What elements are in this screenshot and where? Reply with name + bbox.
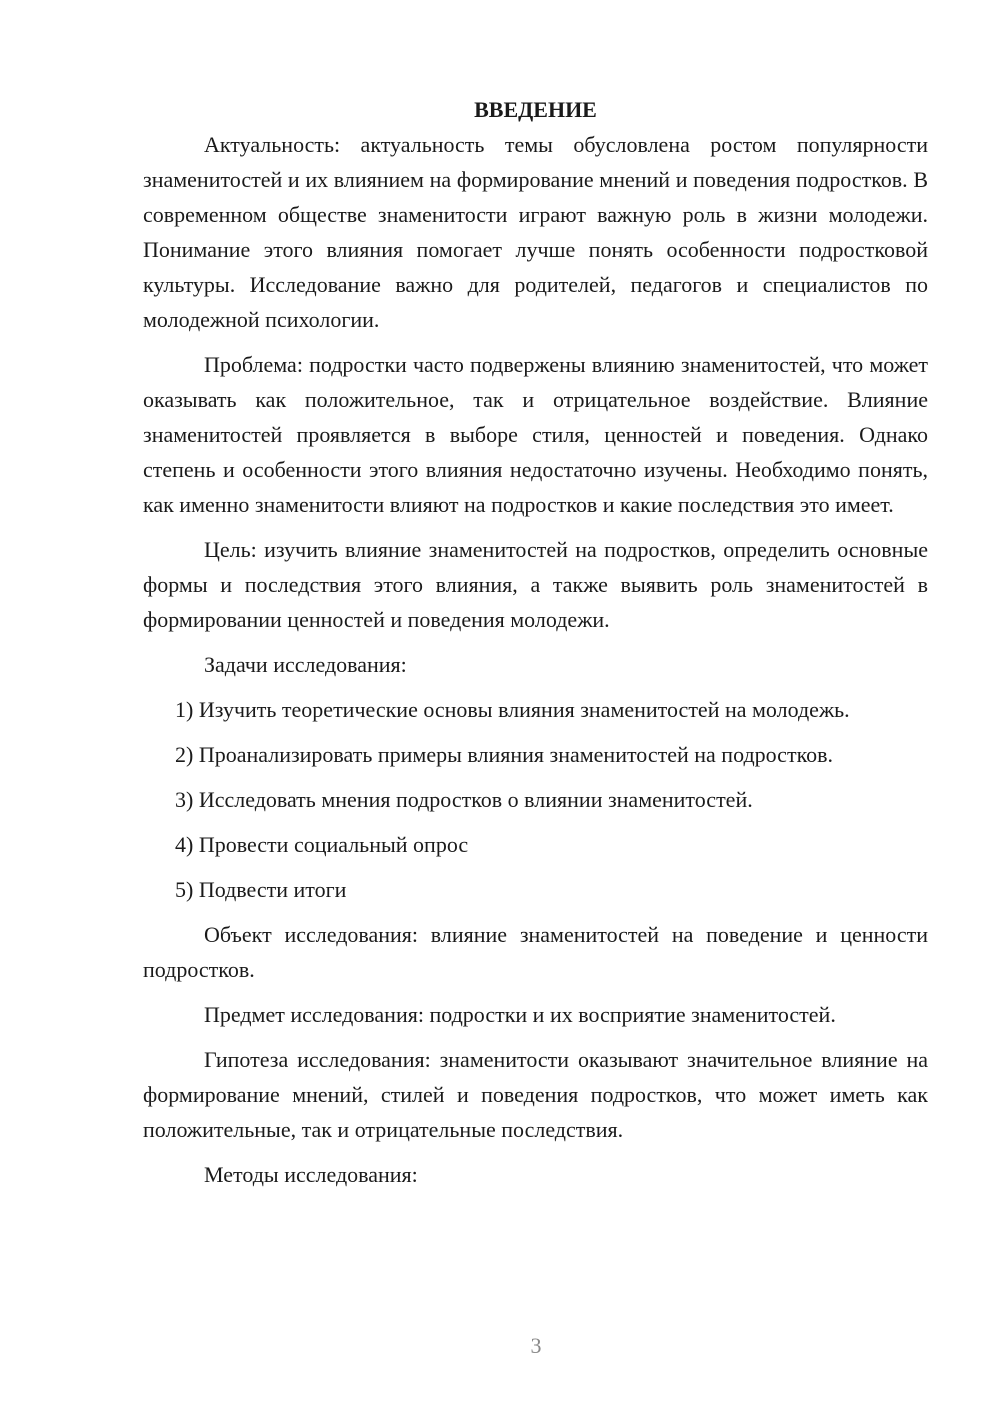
task-item-5: 5) Подвести итоги: [175, 877, 347, 902]
paragraph-goal: Цель: изучить влияние знаменитостей на подростков, определить основные формы и последствия этого влияния, а также выявить роль знаменитостей в формировании ценностей и поведения молодежи.: [143, 537, 928, 632]
paragraph-subject: Предмет исследования: подростки и их восприятие знаменитостей.: [204, 1002, 836, 1027]
paragraph-methods: Методы исследования:: [204, 1162, 418, 1187]
paragraph-object: Объект исследования: влияние знаменитостей на поведение и ценности подростков.: [143, 922, 928, 982]
page-number: 3: [530, 1333, 542, 1358]
task-item-3: 3) Исследовать мнения подростков о влиянии знаменитостей.: [175, 787, 753, 812]
task-item-1: 1) Изучить теоретические основы влияния знаменитостей на молодежь.: [175, 697, 850, 722]
paragraph-hypothesis: Гипотеза исследования: знаменитости оказывают значительное влияние на формирование мнений, стилей и поведения подростков, что может иметь как положительные, так и отрицательные последствия.: [143, 1047, 928, 1142]
paragraph-relevance: Актуальность: актуальность темы обусловлена ростом популярности знаменитостей и их влиянием на формирование мнений и поведения подростков. В современном обществе знаменитости играют важную роль в жизни молодежи. Понимание этого влияния помогает лучше понять особенности подростковой культуры. Исследование важно для родителей, педагогов и специалистов по молодежной психологии.: [143, 132, 928, 332]
task-item-2: 2) Проанализировать примеры влияния знаменитостей на подростков.: [175, 742, 834, 767]
paragraph-tasks-heading: Задачи исследования:: [204, 652, 407, 677]
page-title: ВВЕДЕНИЕ: [474, 97, 597, 122]
paragraph-problem: Проблема: подростки часто подвержены влиянию знаменитостей, что может оказывать как положительное, так и отрицательное воздействие. Влияние знаменитостей проявляется в выборе стиля, ценностей и поведения. Однако степень и особенности этого влияния недостаточно изучены. Необходимо понять, как именно знаменитости влияют на подростков и какие последствия это имеет.: [143, 352, 928, 517]
task-item-4: 4) Провести социальный опрос: [175, 832, 469, 857]
document-page: [143, 92, 928, 1202]
